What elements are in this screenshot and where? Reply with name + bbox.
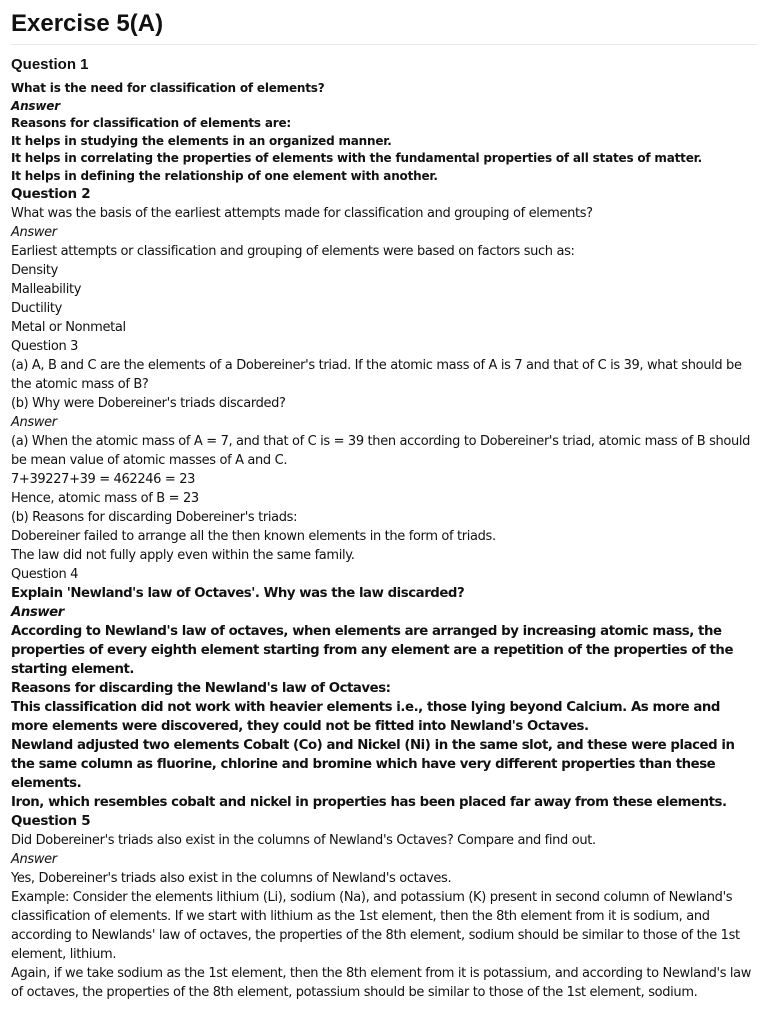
question-1-answer-label: Answer: [11, 98, 60, 113]
question-1-answer-line: It helps in correlating the properties of elements with the fundamental properties of all states of matter.: [11, 151, 703, 165]
question-5-answer-label: Answer: [11, 852, 57, 867]
question-2-heading: Question 2: [11, 186, 91, 202]
question-4-answer-line: This classification did not work with heavier elements i.e., those lying beyond Calcium. As more and more elements were discovered, they could not be fitted into Newland's Octaves.: [11, 700, 721, 734]
question-2-answer-line: Malleability: [11, 282, 82, 297]
question-3-text-a: (a) A, B and C are the elements of a Dobereiner's triad. If the atomic mass of A is 7 and that of C is 39, what should be the atomic mass of B?: [11, 358, 742, 392]
question-5-heading: Question 5: [11, 813, 91, 829]
question-3-answer-line: (b) Reasons for discarding Dobereiner's triads:: [11, 510, 298, 525]
question-2-text: What was the basis of the earliest attempts made for classification and grouping of elements?: [11, 206, 593, 221]
question-3-answer-label: Answer: [11, 415, 57, 430]
question-4-answer-label: Answer: [11, 605, 64, 620]
question-2-answer-line: Metal or Nonmetal: [11, 320, 126, 335]
question-3-text-b: (b) Why were Dobereiner's triads discarded?: [11, 396, 286, 411]
question-5-answer-line: Example: Consider the elements lithium (Li), sodium (Na), and potassium (K) present in second column of Newland's classification of elements. If we start with lithium as the 1st element, then the 8th element from it is sodium, and according to Newlands' law of octaves, the properties of the 8th element, sodium should be similar to those of the 1st element, lithium.: [11, 890, 740, 962]
question-1-text: What is the need for classification of elements?: [11, 81, 325, 95]
question-5-answer-line: Again, if we take sodium as the 1st element, then the 8th element from it is potassium, and according to Newland's law of octaves, the properties of the 8th element, potassium should be similar to those of the 1st element, sodium.: [11, 966, 752, 1000]
question-2-answer-line: Earliest attempts or classification and grouping of elements were based on factors such as:: [11, 244, 575, 259]
question-4-heading: Question 4: [11, 567, 79, 582]
question-3-heading: Question 3: [11, 339, 79, 354]
question-5-text: Did Dobereiner's triads also exist in the columns of Newland's Octaves? Compare and find out.: [11, 833, 596, 848]
question-3-answer-line: (a) When the atomic mass of A = 7, and that of C is = 39 then according to Dobereiner's triad, atomic mass of B should be mean value of atomic masses of A and C.: [11, 434, 751, 468]
question-1-heading: Question 1: [11, 56, 89, 73]
page-title: Exercise 5(A): [11, 10, 757, 45]
question-4-answer-line: Reasons for discarding the Newland's law of Octaves:: [11, 681, 391, 696]
question-4-answer-line: Newland adjusted two elements Cobalt (Co) and Nickel (Ni) in the same slot, and these were placed in the same column as fluorine, chlorine and bromine which have very different properties than these elements.: [11, 738, 735, 791]
question-2-answer-label: Answer: [11, 225, 57, 240]
question-2-answer-line: Ductility: [11, 301, 62, 316]
question-3-answer-line: Hence, atomic mass of B = 23: [11, 491, 199, 506]
question-4-answer-line: According to Newland's law of octaves, when elements are arranged by increasing atomic mass, the properties of every eighth element starting from any element are a repetition of the properties of the starting element.: [11, 624, 734, 677]
question-4-answer-line: Iron, which resembles cobalt and nickel in properties has been placed far away from these elements.: [11, 795, 727, 810]
question-4-text: Explain 'Newland's law of Octaves'. Why was the law discarded?: [11, 586, 465, 601]
question-5-answer-line: Yes, Dobereiner's triads also exist in the columns of Newland's octaves.: [11, 871, 452, 886]
question-3-answer-line: Dobereiner failed to arrange all the then known elements in the form of triads.: [11, 529, 496, 544]
question-3-equation: 7+39227+39 = 462246 = 23: [11, 472, 196, 487]
question-1-answer-line: It helps in studying the elements in an organized manner.: [11, 133, 392, 148]
question-3-answer-line: The law did not fully apply even within the same family.: [11, 548, 355, 563]
question-1-answer-line: Reasons for classification of elements are:: [11, 116, 291, 130]
question-1-answer-line: It helps in defining the relationship of one element with another.: [11, 168, 438, 183]
question-2-answer-line: Density: [11, 263, 58, 278]
